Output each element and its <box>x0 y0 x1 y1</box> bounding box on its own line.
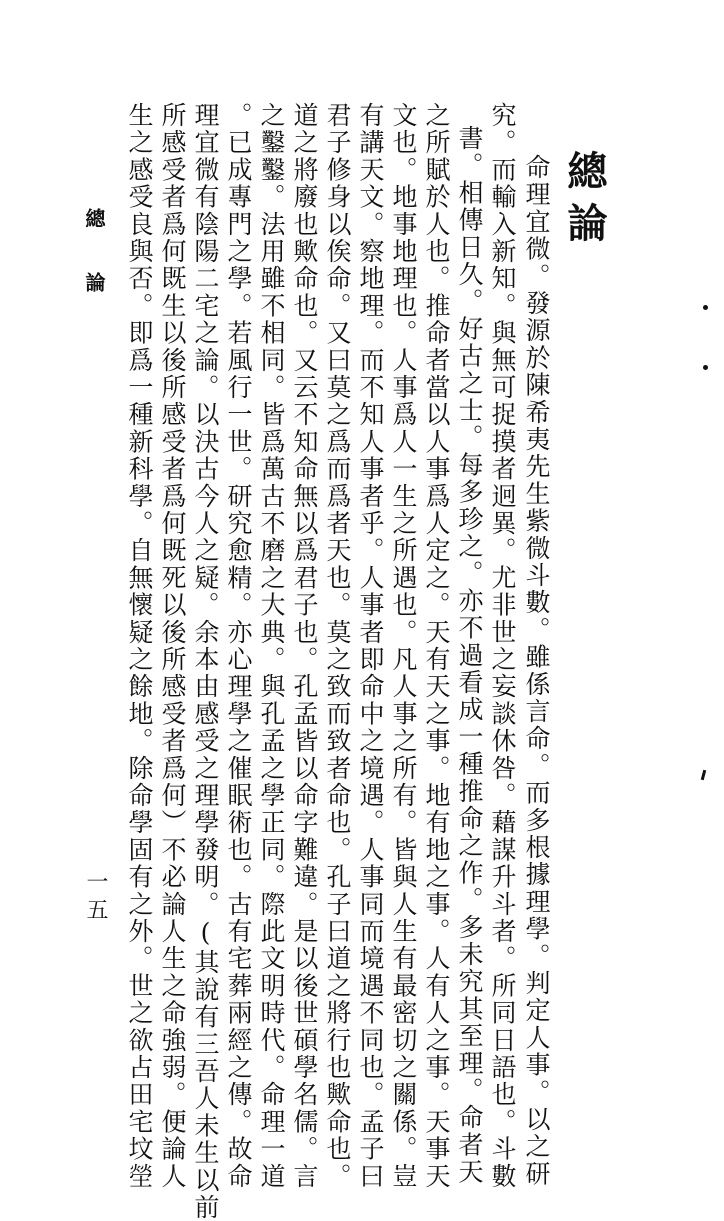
text-column-12: 所感受者爲何既生以後所感受者爲何既死以後所感受者爲何）不必論人生之命強弱。便論人 <box>158 102 187 1190</box>
scan-speck <box>703 365 708 370</box>
text-column-11: 理宜微有陰陽二宅之論。以決古今人之疑。余本由感受之理學發明。(其說有三吾人未生以前 <box>191 102 220 1221</box>
scan-speck <box>701 770 706 780</box>
text-column-6: 有講天文。察地理。而不知人事者乎。人事者即命中之境遇。人事同而境遇不同也。孟子曰 <box>356 102 385 1190</box>
text-column-7: 君子修身以俟命。又曰莫之爲而爲者天也。莫之致而致者命也。孔子曰道之將行也歟命也。 <box>323 102 352 1190</box>
page-number: 一五 <box>83 870 108 926</box>
running-header: 總 論 <box>82 208 106 302</box>
text-column-3: 書。相傳日久。好古之士。每多珍之。亦不過看成一種推命之作。多未究其至理。命者天 <box>455 125 484 1186</box>
text-column-10: 。已成專門之學。若風行一世。研究愈精。亦心理學之催眠術也。古有宅葬兩經之傳。故命 <box>224 102 253 1190</box>
text-column-5: 文也。地事地理也。人事爲人一生之所遇也。凡人事之所有。皆與人生有最密切之關係。豈 <box>389 102 418 1190</box>
text-column-1: 命理宜微。發源於陳希夷先生紫微斗數。雖係言命。而多根據理學。判定人事。以之研 <box>522 154 551 1188</box>
text-column-4: 之所賦於人也。推命者當以人事爲人定之。天有天之事。地有地之事。人有人之事。天事天 <box>422 102 451 1190</box>
page-title: 總論 <box>561 150 608 254</box>
text-column-9: 之鑿鑿。法用雖不相同。皆爲萬古不磨之大典。與孔孟之學正同。際此文明時代。命理一道 <box>257 102 286 1190</box>
text-column-8: 道之將廢也歟命也。又云不知命無以爲君子也。孔孟皆以命字難違。是以後世碩學名儒。言 <box>290 102 319 1190</box>
text-column-2: 究。而輸入新知。與無可捉摸者迥異。尤非世之妄談休咎。藉謀升斗者。所同日語也。斗數 <box>488 102 517 1190</box>
text-column-13: 生之感受良與否。即爲一種新科學。自無懷疑之餘地。除命學固有之外。世之欲占田宅坟塋 <box>125 102 154 1190</box>
scan-speck <box>703 305 708 310</box>
